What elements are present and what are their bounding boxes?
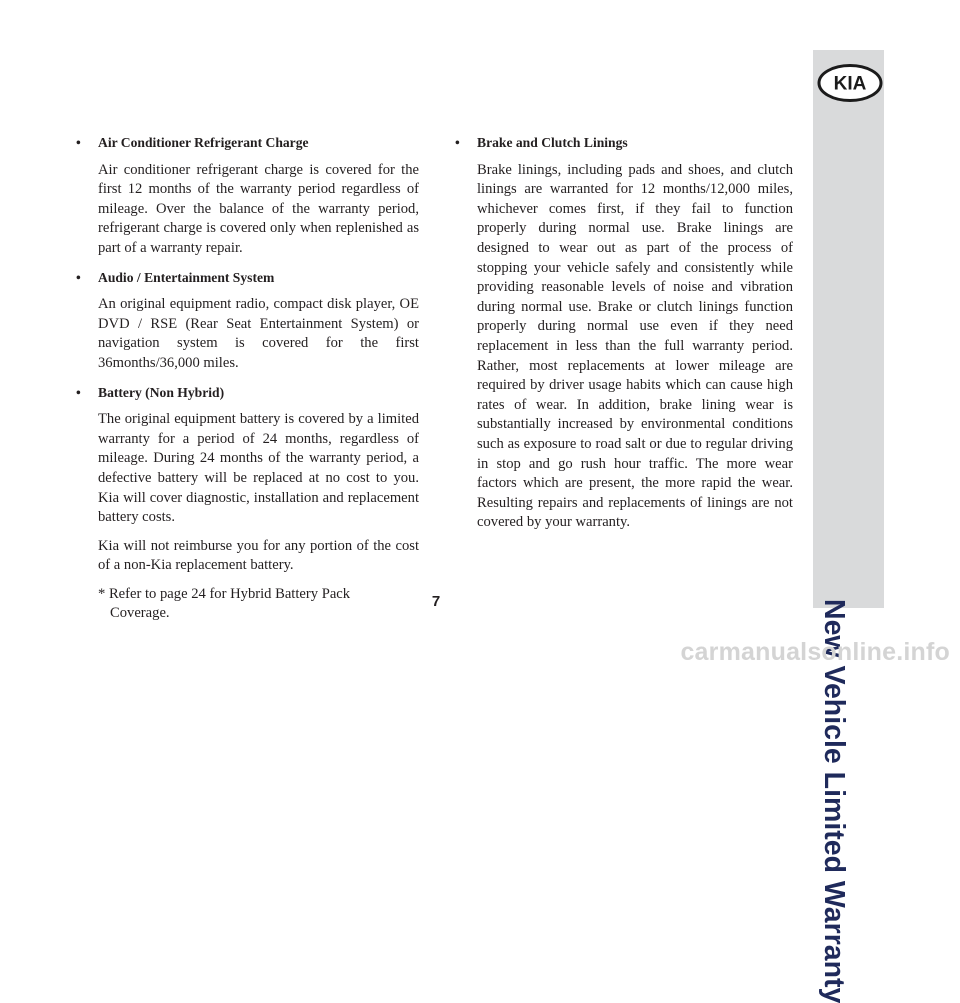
ac-heading-text: Air Conditioner Refrigerant Charge (98, 135, 309, 150)
right-column (455, 133, 793, 542)
hybrid-note (76, 585, 419, 624)
battery-body-1: The original equipment battery is covered by a limited warranty for a period of 24 months, regardless of mileage. During 24 months of the warranty period, a defective battery will be replaced at no cost to you. Kia will cover diagnostic, installation and replacement battery costs. (98, 411, 419, 526)
ac-heading (76, 133, 419, 153)
bullet-glyph: • (76, 135, 81, 150)
sidebar-strip (813, 50, 884, 608)
left-column (76, 133, 419, 624)
audio-heading (76, 268, 419, 288)
battery-heading (76, 383, 419, 403)
battery-heading-text: Battery (Non Hybrid) (98, 384, 225, 400)
bullet-glyph: • (455, 135, 460, 150)
battery-body-2: Kia will not reimburse you for any portion of the cost of a non-Kia replacement battery. (98, 537, 419, 574)
audio-body: An original equipment radio, compact disk player, OE DVD / RSE (Rear Seat Entertainment System) or navigation system is covered for the first 36months/36,000 miles. (98, 296, 419, 371)
brake-body: Brake linings, including pads and shoes, and clutch linings are warranted for 12 months/12,000 miles, whichever comes first, if they fail to function properly during normal use. Brake linings are designed to wear out as part of the process of stopping your vehicle safely and consistently while providing reasonable levels of noise and vibration during normal use. Brake or clutch linings function properly during normal use even if they need replacement in less than the full warranty period. Rather, most replacements at lower mileage are required by driver usage habits which can cause high rates of wear. In addition, brake lining wear is substantially increased by environmental conditions such as exposure to road salt or due to regular driving in stop and go rush hour traffic. The more wear factors which are present, the more rapid the wear. Resulting repairs and replacements of linings are not covered by your warranty. (477, 161, 793, 531)
bullet-glyph: • (76, 384, 81, 400)
watermark: carmanualsonline.info (680, 638, 950, 666)
page-number: 7 (431, 593, 441, 610)
bullet-glyph: • (76, 269, 81, 285)
hybrid-note-line-2: Coverage. (110, 605, 170, 622)
brake-heading (455, 133, 793, 153)
side-title: New Vehicle Limited Warranty (818, 599, 850, 1003)
audio-heading-text: Audio / Entertainment System (98, 269, 275, 285)
ac-body: Air conditioner refrigerant charge is covered for the first 12 months of the warranty period regardless of mileage. Over the balance of the warranty period, refrigerant charge is covered only when replenished as part of a warranty repair. (98, 161, 419, 256)
kia-logo-text: KIA (833, 73, 867, 95)
hybrid-note-line-1: * Refer to page 24 for Hybrid Battery Pack (98, 585, 351, 602)
brake-heading-text: Brake and Clutch Linings (477, 135, 628, 150)
kia-logo (817, 63, 883, 103)
